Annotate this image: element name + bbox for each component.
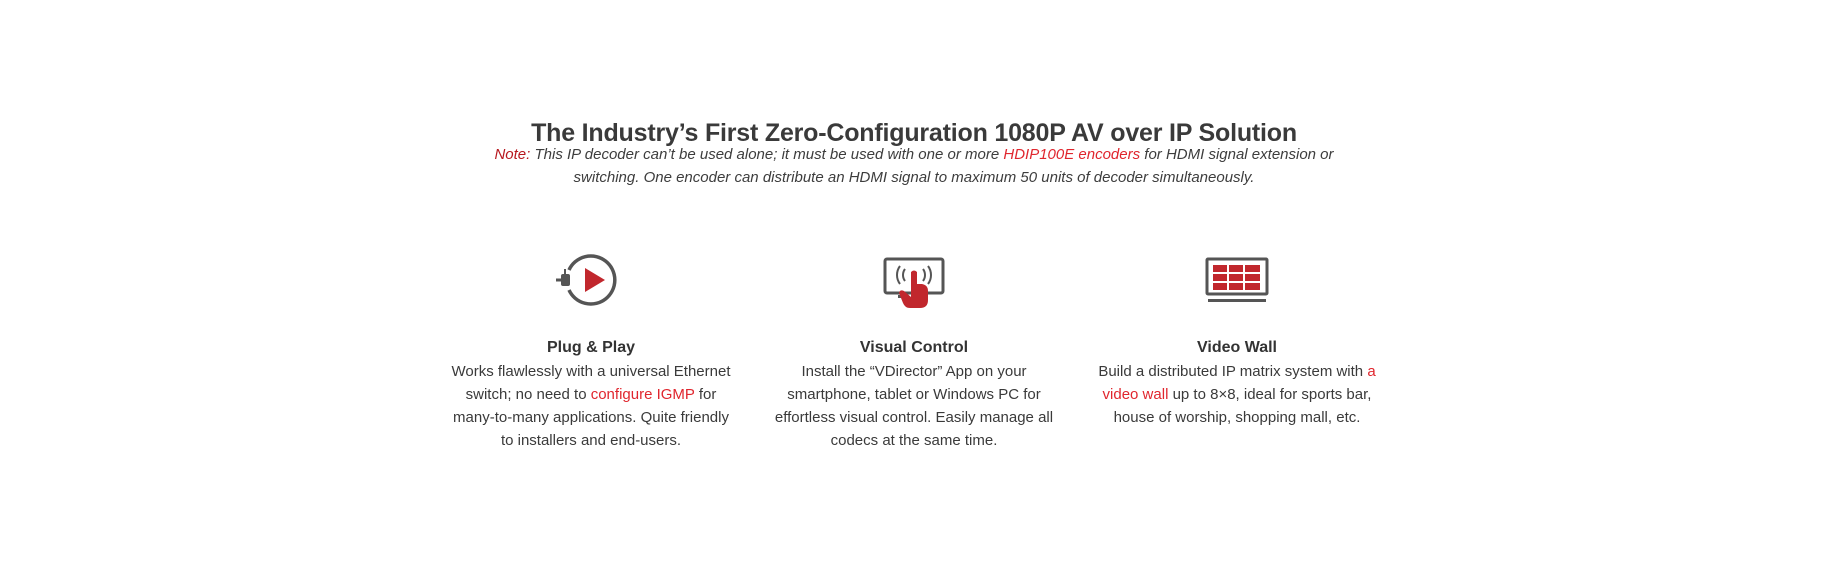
feature-description — [1092, 360, 1382, 429]
feature-description: Install the “VDirector” App on your smartphone, tablet or Windows PC for effortless visual control. Easily manage all codecs at the same time. — [774, 363, 1054, 449]
feature-title: Plug & Play — [546, 339, 636, 356]
video-wall-link[interactable]: a video wall — [1102, 363, 1376, 403]
feature-title: Video Wall — [1196, 339, 1277, 356]
feature-text-before: Works flawlessly with a universal Ethernet switch; no need to — [451, 363, 731, 403]
feature-text-after: up to 8×8, ideal for sports bar, house of worship, shopping mall, etc. — [1113, 386, 1372, 426]
touch-screen-icon — [769, 250, 1059, 310]
plug-play-icon — [446, 250, 736, 310]
hdip100e-encoders-link[interactable]: HDIP100E encoders — [1003, 146, 1141, 163]
feature-text-after: for many-to-many applications. Quite friendly to installers and end-users. — [453, 386, 729, 449]
note-text-before: This IP decoder can’t be used alone; it must be used with one or more — [530, 146, 1004, 163]
decoder-note — [460, 143, 1368, 189]
feature-text-before: Build a distributed IP matrix system with — [1098, 363, 1368, 380]
feature-description — [446, 360, 736, 452]
feature-title: Visual Control — [859, 339, 969, 356]
note-text-after: for HDMI signal extension or switching. One encoder can distribute an HDMI signal to maximum 50 units of decoder simultaneously. — [573, 146, 1334, 186]
note-label: Note: — [494, 146, 531, 163]
section-title: The Industry’s First Zero-Configuration 1080P AV over IP Solution — [531, 118, 1297, 147]
video-wall-icon — [1092, 250, 1382, 310]
configure-igmp-link[interactable]: configure IGMP — [590, 386, 695, 403]
